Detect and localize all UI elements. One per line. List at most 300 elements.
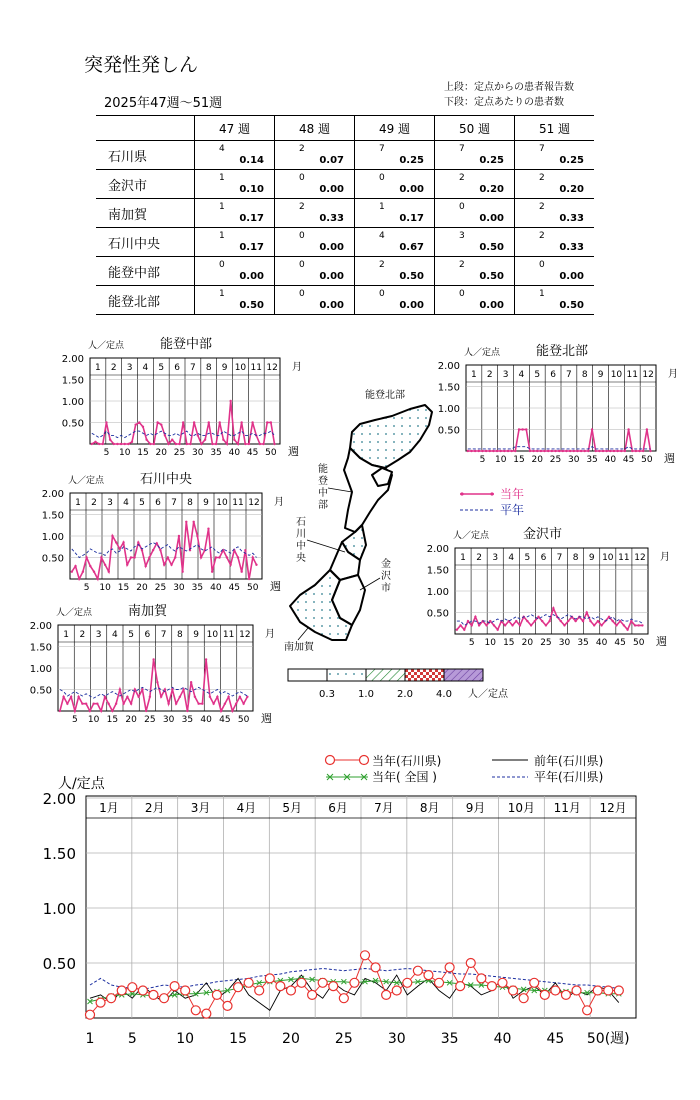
leader-line xyxy=(298,628,308,640)
month-label: 3 xyxy=(492,553,499,563)
current-marker xyxy=(424,971,433,980)
data-point xyxy=(615,624,617,626)
month-label: 2月 xyxy=(144,801,165,815)
x-tick-label: 10 xyxy=(176,1031,195,1047)
x-tick-label: 35 xyxy=(440,1031,459,1047)
legend-current-marker xyxy=(460,492,463,495)
data-point xyxy=(224,702,226,704)
data-point xyxy=(573,450,575,452)
data-point xyxy=(584,450,586,452)
data-point xyxy=(595,450,597,452)
current-marker xyxy=(329,982,338,991)
y-tick-label: 0.50 xyxy=(61,418,84,430)
data-point xyxy=(474,450,476,452)
data-point xyxy=(105,421,107,423)
x-tick-label: 20 xyxy=(531,455,543,465)
month-label: 4月 xyxy=(236,801,257,815)
month-label: 6月 xyxy=(328,801,348,815)
data-point xyxy=(200,443,202,445)
y-tick-label: 1.00 xyxy=(42,900,76,918)
month-label: 5 xyxy=(524,553,531,563)
x-tick-label: 25 xyxy=(154,583,167,593)
month-label: 7 xyxy=(190,363,196,373)
data-point xyxy=(108,570,110,572)
legend-note-upper: 上段：定点からの患者報告数 xyxy=(444,82,574,93)
map-label-char: 央 xyxy=(296,553,306,564)
x-tick-label: 45 xyxy=(622,455,635,465)
data-point xyxy=(456,629,458,631)
x-tick-label: 30 xyxy=(162,715,175,725)
x-tick-label: 25 xyxy=(540,638,552,648)
main-chart xyxy=(43,753,636,1047)
data-point xyxy=(627,428,629,430)
data-point xyxy=(134,688,136,690)
current-marker xyxy=(138,986,147,995)
data-point xyxy=(175,443,177,445)
month-label: 12 xyxy=(239,630,251,640)
report-count: 4 xyxy=(379,231,385,241)
data-point xyxy=(500,450,502,452)
report-rate: 0.33 xyxy=(319,213,344,224)
current-marker xyxy=(509,986,518,995)
data-point xyxy=(134,423,136,425)
month-label: 2 xyxy=(79,630,86,640)
scale-unit: 人／定点 xyxy=(468,689,508,700)
data-point xyxy=(194,696,196,698)
small-chart-1 xyxy=(438,343,678,465)
legend-prev-label: 前年(石川県) xyxy=(534,754,604,768)
report-count: 2 xyxy=(539,202,545,212)
y-tick-label: 1.50 xyxy=(41,510,64,522)
month-label: 7 xyxy=(556,553,563,563)
data-point xyxy=(138,421,140,423)
small-chart-3 xyxy=(427,526,670,648)
data-point xyxy=(459,624,461,626)
data-point xyxy=(548,620,550,622)
data-point xyxy=(85,702,87,704)
data-point xyxy=(182,688,184,690)
x-tick-label: 15 xyxy=(137,448,149,458)
month-label: 11 xyxy=(626,370,638,380)
current-marker xyxy=(234,983,243,992)
month-label: 9 xyxy=(203,498,209,508)
data-point xyxy=(534,620,536,622)
x-tick-label: 20 xyxy=(125,715,137,725)
report-rate: 0.00 xyxy=(319,242,344,253)
scale-box xyxy=(444,669,483,681)
data-point xyxy=(252,556,254,558)
series-current-line xyxy=(468,430,651,452)
report-rate: 0.17 xyxy=(239,213,264,224)
month-label: 3 xyxy=(107,498,113,508)
report-rate: 0.50 xyxy=(399,271,424,282)
report-count: 0 xyxy=(379,289,385,299)
report-count: 0 xyxy=(379,173,385,183)
month-label: 6 xyxy=(550,370,556,380)
month-label: 10月 xyxy=(507,801,536,815)
data-point xyxy=(558,450,560,452)
x-tick-label: 35 xyxy=(181,715,194,725)
data-point xyxy=(149,696,151,698)
data-point xyxy=(142,426,144,428)
y-tick-label: 0.50 xyxy=(41,553,64,565)
data-point xyxy=(496,629,498,631)
x-tick-label: 20 xyxy=(521,638,534,648)
data-point xyxy=(233,439,235,441)
chart-title: 石川中央 xyxy=(140,472,193,487)
data-point xyxy=(507,450,509,452)
data-point xyxy=(608,616,610,618)
data-point xyxy=(186,710,188,712)
week-header: 49 週 xyxy=(355,116,435,141)
x-tick-label: 40 xyxy=(493,1031,512,1047)
month-label: 12月 xyxy=(599,801,627,815)
month-label: 3 xyxy=(95,630,102,640)
month-label: 11月 xyxy=(553,801,581,815)
region-name: 南加賀 xyxy=(96,199,195,228)
scale-box xyxy=(327,669,366,681)
data-point xyxy=(270,421,272,423)
x-tick-label: 40 xyxy=(604,455,617,465)
data-point xyxy=(89,710,91,712)
data-point xyxy=(504,624,506,626)
week-suffix-label: 週 xyxy=(664,452,675,465)
data-point xyxy=(545,624,547,626)
data-point xyxy=(510,450,512,452)
month-label: 10 xyxy=(234,363,247,373)
data-point xyxy=(518,428,520,430)
y-tick-label: 2.00 xyxy=(42,790,76,808)
data-point xyxy=(598,450,600,452)
data-point xyxy=(96,702,98,704)
data-point xyxy=(591,428,593,430)
current-marker xyxy=(308,990,317,999)
y-tick-label: 1.00 xyxy=(29,664,52,675)
x-tick-label: 35 xyxy=(210,448,222,458)
y-tick-label: 2.00 xyxy=(437,361,460,372)
data-point xyxy=(116,443,118,445)
data-point xyxy=(574,620,576,622)
data-point xyxy=(92,702,94,704)
month-label: 7月 xyxy=(374,801,394,815)
map-label-char: 登 xyxy=(318,476,328,487)
data-point xyxy=(543,450,545,452)
period-label: 2025年47週～51週 xyxy=(104,96,223,111)
data-point xyxy=(638,450,640,452)
data-point xyxy=(160,423,162,425)
data-point xyxy=(122,702,124,704)
current-marker xyxy=(107,994,116,1003)
x-tick-label: 15 xyxy=(503,638,515,648)
data-point xyxy=(511,624,513,626)
data-point xyxy=(237,556,239,558)
current-marker xyxy=(583,1006,592,1015)
legend-current-marker xyxy=(360,756,369,765)
data-point xyxy=(148,556,150,558)
report-rate: 0.20 xyxy=(479,184,504,195)
data-point xyxy=(597,620,599,622)
current-marker xyxy=(117,986,126,995)
current-marker xyxy=(519,994,528,1003)
x-tick-label: 5 xyxy=(103,448,110,458)
data-point xyxy=(239,696,241,698)
data-point xyxy=(59,710,61,712)
data-point xyxy=(537,616,539,618)
x-tick-label: 35 xyxy=(586,455,598,465)
data-point xyxy=(208,421,210,423)
page-title: 突発性発しん xyxy=(84,54,199,76)
x-tick-label: 1 xyxy=(85,1031,95,1047)
data-point xyxy=(231,710,233,712)
data-point xyxy=(613,450,615,452)
y-tick-label: 1.50 xyxy=(42,845,76,863)
region-name: 石川県 xyxy=(96,141,195,170)
report-rate: 0.17 xyxy=(399,213,424,224)
month-label: 8 xyxy=(187,498,193,508)
data-point xyxy=(122,541,124,543)
report-count: 2 xyxy=(539,173,545,183)
data-point xyxy=(562,450,564,452)
data-point xyxy=(624,450,626,452)
month-label: 9 xyxy=(597,370,604,380)
data-point xyxy=(124,443,126,445)
leader-line xyxy=(328,488,352,492)
month-label: 1 xyxy=(75,498,81,508)
month-label: 6 xyxy=(155,498,161,508)
small-chart-4 xyxy=(30,603,275,725)
month-label: 2 xyxy=(91,498,97,508)
data-point xyxy=(100,556,102,558)
week-suffix-label: 週 xyxy=(656,635,667,648)
data-point xyxy=(259,443,261,445)
data-point xyxy=(244,443,246,445)
data-point xyxy=(175,702,177,704)
x-tick-label: 25 xyxy=(334,1031,353,1047)
x-tick-label: 5 xyxy=(72,715,78,725)
data-point xyxy=(78,578,80,580)
unit-label: 人／定点 xyxy=(68,476,105,486)
data-point xyxy=(605,450,607,452)
data-point xyxy=(478,450,480,452)
data-point xyxy=(130,702,132,704)
data-point xyxy=(635,450,637,452)
report-count: 1 xyxy=(219,173,225,183)
data-point xyxy=(582,620,584,622)
data-point xyxy=(100,710,102,712)
data-point xyxy=(120,443,122,445)
data-point xyxy=(178,535,180,537)
data-point xyxy=(641,624,643,626)
data-point xyxy=(620,450,622,452)
report-rate: 0.17 xyxy=(239,242,264,253)
data-point xyxy=(589,620,591,622)
report-rate: 0.00 xyxy=(239,271,264,282)
month-label: 10 xyxy=(216,498,228,508)
x-tick-label: 20 xyxy=(155,448,167,458)
data-point xyxy=(164,688,166,690)
region-name: 能登北部 xyxy=(96,286,195,315)
map-label-ishikawa-chuo xyxy=(296,516,306,564)
data-point xyxy=(493,624,495,626)
month-label: 3 xyxy=(126,363,133,373)
map-label-noto-chubu xyxy=(318,462,328,511)
data-point xyxy=(85,556,87,558)
data-point xyxy=(525,428,527,430)
current-marker xyxy=(614,986,623,995)
data-point xyxy=(492,450,494,452)
data-point xyxy=(144,565,146,567)
month-label: 9 xyxy=(193,630,199,640)
month-label: 7 xyxy=(160,630,167,640)
x-tick-label: 50 xyxy=(641,455,653,465)
data-point xyxy=(171,439,173,441)
data-point xyxy=(196,535,198,537)
report-rate: 0.25 xyxy=(559,155,584,166)
report-rate: 0.00 xyxy=(479,300,504,311)
data-point xyxy=(514,450,516,452)
report-count: 7 xyxy=(539,144,545,154)
report-count: 2 xyxy=(459,260,465,270)
data-point xyxy=(119,688,121,690)
data-point xyxy=(631,450,633,452)
x-tick-label: 10 xyxy=(87,715,100,725)
data-point xyxy=(240,421,242,423)
month-label: 3月 xyxy=(190,801,211,815)
data-point xyxy=(580,450,582,452)
data-point xyxy=(649,450,651,452)
x-tick-label: 30 xyxy=(387,1031,406,1047)
data-point xyxy=(91,443,93,445)
current-marker xyxy=(339,994,348,1003)
data-point xyxy=(102,443,104,445)
data-point xyxy=(93,570,95,572)
current-marker xyxy=(361,951,370,960)
data-point xyxy=(70,696,72,698)
y-tick-label: 2.00 xyxy=(41,489,64,500)
map-label-char: 市 xyxy=(381,583,391,594)
report-rate: 0.00 xyxy=(479,213,504,224)
data-point xyxy=(181,570,183,572)
x-tick-label: 50 xyxy=(247,583,259,593)
series-current-line xyxy=(72,522,257,579)
report-rate: 0.33 xyxy=(559,242,584,253)
data-point xyxy=(586,611,588,613)
month-label: 1 xyxy=(460,553,466,563)
current-marker xyxy=(244,978,253,987)
current-marker xyxy=(382,990,391,999)
report-rate: 0.00 xyxy=(399,300,424,311)
month-label: 6 xyxy=(174,363,180,373)
data-point xyxy=(266,421,268,423)
x-tick-label: 45 xyxy=(228,583,241,593)
report-rate: 0.67 xyxy=(399,242,424,253)
month-suffix-label: 月 xyxy=(668,369,678,380)
data-point xyxy=(463,629,465,631)
data-point xyxy=(119,548,121,550)
data-point xyxy=(616,450,618,452)
data-point xyxy=(89,565,91,567)
data-point xyxy=(212,702,214,704)
x-tick-label: 50 xyxy=(237,715,250,725)
month-label: 3 xyxy=(502,370,509,380)
region-name: 能登中部 xyxy=(96,257,195,286)
data-point xyxy=(255,564,257,566)
x-tick-label: 30 xyxy=(568,455,580,465)
current-marker xyxy=(318,978,327,987)
report-count: 1 xyxy=(379,202,385,212)
month-label: 5 xyxy=(128,630,134,640)
data-point xyxy=(77,696,79,698)
current-marker xyxy=(96,998,105,1007)
data-point xyxy=(646,428,648,430)
chart-title: 能登中部 xyxy=(160,337,213,352)
y-tick-label: 1.00 xyxy=(437,404,460,415)
x-tick-label: 40 xyxy=(210,583,222,593)
data-point xyxy=(104,564,106,566)
current-marker xyxy=(181,986,190,995)
small-chart-2 xyxy=(42,471,284,593)
x-tick-label: 25 xyxy=(173,448,186,458)
y-tick-label: 1.00 xyxy=(61,397,84,408)
data-point xyxy=(94,441,96,443)
data-point xyxy=(540,450,542,452)
x-tick-label: 45 xyxy=(246,448,259,458)
legend-current-label: 当年 xyxy=(500,487,525,501)
data-point xyxy=(529,450,531,452)
x-tick-label: 30 xyxy=(558,638,571,648)
data-point xyxy=(115,541,117,543)
month-label: 10 xyxy=(206,630,219,640)
data-point xyxy=(576,450,578,452)
data-point xyxy=(178,443,180,445)
series-average-line xyxy=(72,543,257,558)
legend-current-marker xyxy=(326,756,335,765)
month-label: 8 xyxy=(581,370,588,380)
data-point xyxy=(220,710,222,712)
data-point xyxy=(515,620,517,622)
map-label-char: 沢 xyxy=(381,571,391,582)
data-point xyxy=(160,696,162,698)
current-marker xyxy=(149,990,158,999)
data-point xyxy=(145,710,147,712)
month-label: 7 xyxy=(566,370,572,380)
map-label-char: 石 xyxy=(296,517,306,528)
data-point xyxy=(218,556,220,558)
x-tick-label: 20 xyxy=(136,583,148,593)
data-point xyxy=(215,443,217,445)
data-point xyxy=(167,702,169,704)
current-marker xyxy=(413,966,422,975)
current-marker xyxy=(160,994,169,1003)
week-suffix-label: 週 xyxy=(288,445,299,458)
map-label-char: 中 xyxy=(296,541,306,552)
data-point xyxy=(145,439,147,441)
data-point xyxy=(167,556,169,558)
week-header: 47 週 xyxy=(195,116,275,141)
x-tick-label: 35 xyxy=(577,638,589,648)
report-count: 0 xyxy=(299,260,305,270)
month-label: 11 xyxy=(222,630,235,640)
current-marker xyxy=(435,978,444,987)
current-marker xyxy=(86,1010,95,1019)
legend-average-label: 平年(石川県) xyxy=(534,770,604,784)
data-point xyxy=(141,688,143,690)
data-point xyxy=(74,710,76,712)
data-point xyxy=(133,556,135,558)
data-point xyxy=(240,570,242,572)
report-rate: 0.00 xyxy=(319,271,344,282)
ishikawa-map xyxy=(284,388,524,700)
